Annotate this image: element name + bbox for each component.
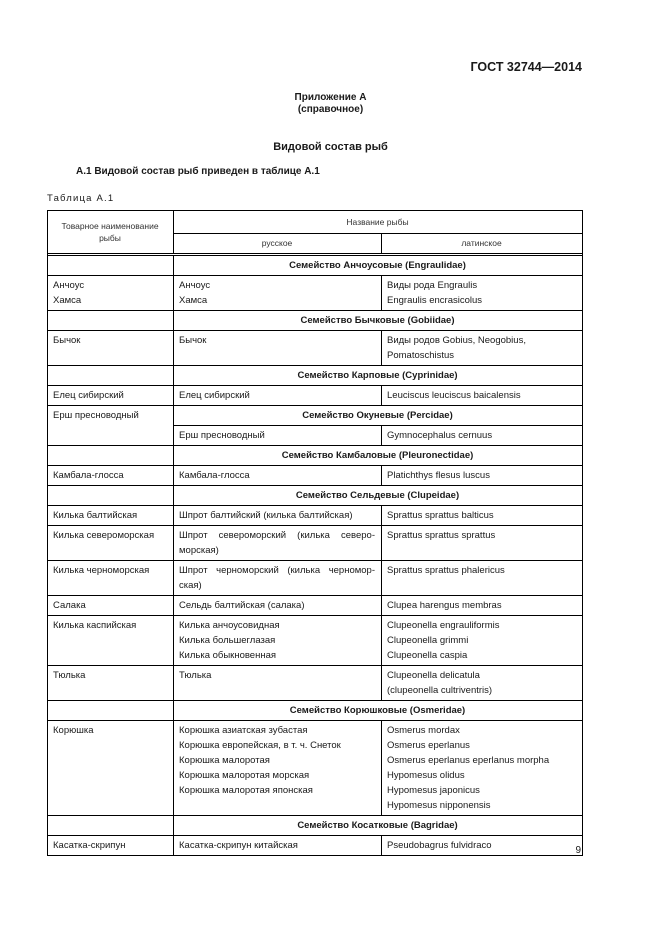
table-row — [48, 276, 583, 311]
latin-name: Clupeonella delicatula — [387, 670, 480, 681]
family-row — [48, 446, 583, 466]
latin-name-cell: Gymnocephalus cernuus — [382, 426, 583, 446]
latin-name: Osmerus mordax — [387, 725, 460, 736]
appendix-title: Приложение А — [294, 92, 367, 103]
table-row — [48, 836, 583, 856]
family-row — [48, 366, 583, 386]
table-row — [48, 526, 583, 561]
latin-name-cell: Sprattus sprattus balticus — [382, 506, 583, 526]
trade-name-cell: Ерш пресноводный — [48, 406, 174, 446]
trade-name-cell: Килька каспийская — [48, 616, 174, 666]
latin-name-cell: Sprattus sprattus sprattus — [382, 526, 583, 561]
table-row — [48, 331, 583, 366]
russian-name: Корюшка азиатская зубастая — [179, 725, 308, 736]
trade-name-cell: Касатка-скрипун — [48, 836, 174, 856]
trade-name-cell: Камбала-глосса — [48, 466, 174, 486]
table-row — [48, 721, 583, 816]
latin-name-cell — [382, 616, 583, 666]
russian-name-cell: Сельдь балтийская (салака) — [174, 596, 382, 616]
appendix-subtitle: (справочное) — [297, 104, 364, 115]
trade-name-cell: Бычок — [48, 331, 174, 366]
fish-species-table — [47, 210, 583, 856]
table-row — [48, 561, 583, 596]
latin-name: Виды рода Engraulis — [387, 280, 478, 291]
russian-name: Килька обыкновенная — [179, 650, 277, 661]
trade-name: Хамса — [53, 295, 82, 306]
family-title: Семейство Сельдевые (Clupeidae) — [174, 486, 583, 506]
trade-name-cell: Килька черноморская — [48, 561, 174, 596]
header-fish-name: Название рыбы — [174, 211, 583, 234]
latin-name: Osmerus eperlanus — [387, 740, 470, 751]
russian-name: Корюшка малоротая морская — [179, 770, 310, 781]
latin-name-cell: Platichthys flesus luscus — [382, 466, 583, 486]
family-title: Семейство Косатковые (Bagridae) — [174, 816, 583, 836]
family-title: Семейство Окуневые (Percidae) — [174, 406, 583, 426]
trade-name-cell: Елец сибирский — [48, 386, 174, 406]
page-title: Видовой состав рыб — [273, 141, 388, 153]
russian-name: Килька анчоусовидная — [179, 620, 280, 631]
trade-name: Анчоус — [53, 280, 85, 291]
table-row — [48, 386, 583, 406]
table-row — [48, 616, 583, 666]
intro-paragraph: А.1 Видовой состав рыб приведен в таблице А.1 — [76, 166, 320, 177]
latin-name: Hypomesus nipponensis — [387, 800, 491, 811]
russian-name-cell: Камбала-глосса — [174, 466, 382, 486]
latin-name-cell: Виды родов Gobius, Neogobius, Pomatoschistus — [382, 331, 583, 366]
latin-name-cell: Sprattus sprattus phalericus — [382, 561, 583, 596]
family-row — [48, 486, 583, 506]
document-code: ГОСТ 32744—2014 — [470, 60, 582, 74]
russian-name-cell: Касатка-скрипун китайская — [174, 836, 382, 856]
latin-name: Clupeonella engrauliformis — [387, 620, 500, 631]
family-title: Семейство Камбаловые (Pleuronectidae) — [174, 446, 583, 466]
russian-name: Килька большеглазая — [179, 635, 276, 646]
family-title: Семейство Корюшковые (Osmeridae) — [174, 701, 583, 721]
latin-name-cell: Leuciscus leuciscus baicalensis — [382, 386, 583, 406]
family-row — [48, 256, 583, 276]
russian-name-cell: Елец сибирский — [174, 386, 382, 406]
latin-name: Hypomesus olidus — [387, 770, 465, 781]
russian-name-cell: Шпрот черноморский (килька черномор-ская) — [174, 561, 382, 596]
russian-name-cell: Шпрот североморский (килька северо-морская) — [174, 526, 382, 561]
russian-name-cell — [174, 276, 382, 311]
trade-name-cell: Корюшка — [48, 721, 174, 816]
russian-name: Хамса — [179, 295, 208, 306]
russian-name: Корюшка европейская, в т. ч. Снеток — [179, 740, 341, 751]
trade-name-cell — [48, 276, 174, 311]
latin-name-cell: Pseudobagrus fulvidraco — [382, 836, 583, 856]
table-caption: Таблица А.1 — [47, 193, 115, 204]
latin-name: Engraulis encrasicolus — [387, 295, 483, 306]
russian-name-cell: Шпрот балтийский (килька балтийская) — [174, 506, 382, 526]
table-header-row — [48, 211, 583, 234]
appendix-heading — [0, 92, 661, 116]
family-title: Семейство Карповые (Cyprinidae) — [174, 366, 583, 386]
trade-name-cell: Тюлька — [48, 666, 174, 701]
trade-name-cell: Килька североморская — [48, 526, 174, 561]
family-row — [48, 701, 583, 721]
family-title: Семейство Анчоусовые (Engraulidae) — [174, 256, 583, 276]
latin-name: Osmerus eperlanus eperlanus morpha — [387, 755, 550, 766]
russian-name-cell: Бычок — [174, 331, 382, 366]
latin-name-cell — [382, 666, 583, 701]
table-row — [48, 666, 583, 701]
family-row — [48, 816, 583, 836]
table-row — [48, 466, 583, 486]
table-row — [48, 506, 583, 526]
trade-name-cell: Килька балтийская — [48, 506, 174, 526]
latin-name: Hypomesus japonicus — [387, 785, 480, 796]
russian-name: Анчоус — [179, 280, 211, 291]
russian-name-cell — [174, 616, 382, 666]
russian-name: Корюшка малоротая японская — [179, 785, 313, 796]
header-trade-name: Товарное наименование рыбы — [48, 211, 174, 254]
latin-name: Clupeonella caspia — [387, 650, 468, 661]
russian-name: Корюшка малоротая — [179, 755, 270, 766]
latin-name-cell — [382, 721, 583, 816]
russian-name-cell: Тюлька — [174, 666, 382, 701]
latin-name: (clupeonella cultriventris) — [387, 685, 493, 696]
latin-name-cell: Clupea harengus membras — [382, 596, 583, 616]
header-latin: латинское — [382, 233, 583, 253]
trade-name-cell: Салака — [48, 596, 174, 616]
header-russian: русское — [174, 233, 382, 253]
family-row — [48, 406, 583, 426]
latin-name-cell — [382, 276, 583, 311]
family-title: Семейство Бычковые (Gobiidae) — [174, 311, 583, 331]
russian-name-cell — [174, 721, 382, 816]
russian-name-cell: Ерш пресноводный — [174, 426, 382, 446]
family-row — [48, 311, 583, 331]
page-number: 9 — [575, 845, 581, 856]
table-row — [48, 596, 583, 616]
latin-name: Clupeonella grimmi — [387, 635, 469, 646]
